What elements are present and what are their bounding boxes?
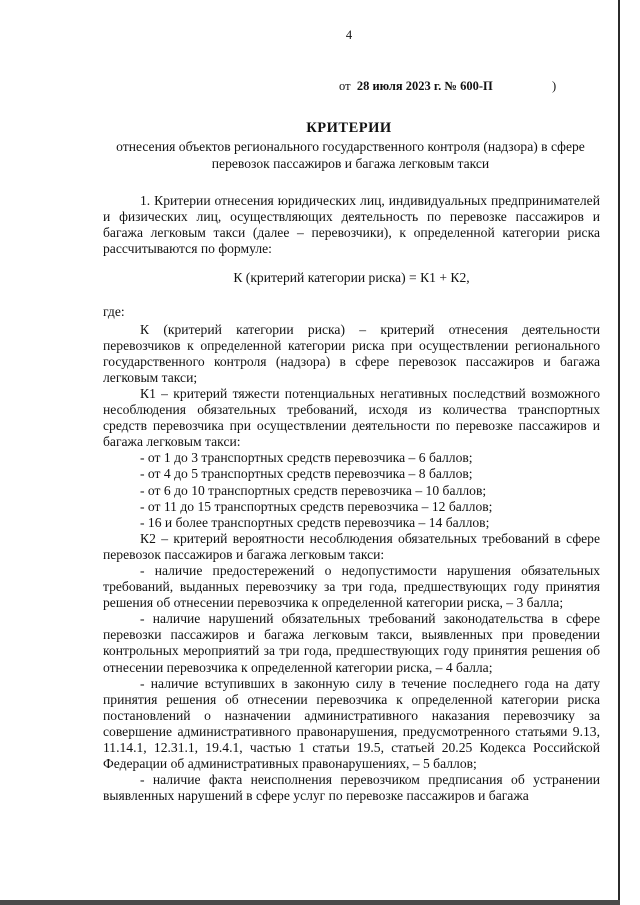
definition-k: К (критерий категории риска) – критерий отнесения деятельности перевозчиков к определенной категории риска при осуществлении регионального государственного контроля (надзора) в сфере перевозок пассажиров и багажа легковым такси; <box>103 321 600 385</box>
k1-item: - от 4 до 5 транспортных средств перевозчика – 8 баллов; <box>140 466 473 482</box>
page-number: 4 <box>345 28 353 42</box>
k2-item: - наличие вступивших в законную силу в течение последнего года на дату принятия решения об отнесении перевозчика к определенной категории риска постановлений о назначении административного наказания перевозчику за совершение административного правонарушения, предусмотренного статьями 9.13, 11.14.1, 12.31.1, 19.4.1, частью 1 статьи 19.5, статьей 20.25 Кодекса Российской Федерации об административных правонарушениях, – 5 баллов; <box>103 675 600 772</box>
k1-item: - от 11 до 15 транспортных средств перевозчика – 12 баллов; <box>140 498 493 514</box>
k2-item: - наличие нарушений обязательных требований законодательства в сфере перевозки пассажиров и багажа легковым такси, выявленных при проведении контрольных мероприятий за три года, предшествующих году принятия решения об отнесении перевозчика к определенной категории риска, – 4 балла; <box>103 611 600 675</box>
scan-edge-bottom <box>0 900 620 905</box>
document-subtitle: отнесения объектов регионального государственного контроля (надзора) в сфере перевозок пассажиров и багажа легковым такси <box>116 139 585 171</box>
k1-item: - от 1 до 3 транспортных средств перевозчика – 6 баллов; <box>140 450 473 466</box>
paragraph-1: 1. Критерии отнесения юридических лиц, индивидуальных предпринимателей и физических лиц, осуществляющих деятельность по перевозке пассажиров и багажа легковым такси (далее – перевозчики), к определенной категории риска рассчитываются по формуле: <box>103 193 600 257</box>
where-label: где: <box>103 304 125 320</box>
definition-k2: К2 – критерий вероятности несоблюдения обязательных требований в сфере перевозок пассажиров и багажа легковым такси: <box>103 530 600 562</box>
document-body <box>103 193 600 804</box>
definition-k1: К1 – критерий тяжести потенциальных негативных последствий возможного несоблюдения обязательных требований, исходя из количества транспортных средств перевозчика при осуществлении деятельности по перевозке пассажиров и багажа легковым такси: <box>103 385 600 450</box>
k1-item: - 16 и более транспортных средств перевозчика – 14 баллов; <box>140 514 490 530</box>
decree-prefix: от <box>339 79 351 93</box>
decree-close-paren: ) <box>552 79 557 93</box>
document-title: КРИТЕРИИ <box>306 120 392 136</box>
decree-reference <box>339 79 493 94</box>
k2-item: - наличие предостережений о недопустимости нарушения обязательных требований, выданных перевозчику за три года, предшествующих году принятия решения об отнесении перевозчика к определенной категории риска, – 3 балла; <box>103 562 600 611</box>
decree-date-number: 28 июля 2023 г. № 600-П <box>356 79 493 93</box>
formula: К (критерий категории риска) = К1 + К2, <box>233 270 470 286</box>
k2-item: - наличие факта неисполнения перевозчиком предписания об устранении выявленных нарушений в сфере услуг по перевозке пассажиров и багажа <box>103 772 600 804</box>
k1-item: - от 6 до 10 транспортных средств перевозчика – 10 баллов; <box>140 482 487 498</box>
